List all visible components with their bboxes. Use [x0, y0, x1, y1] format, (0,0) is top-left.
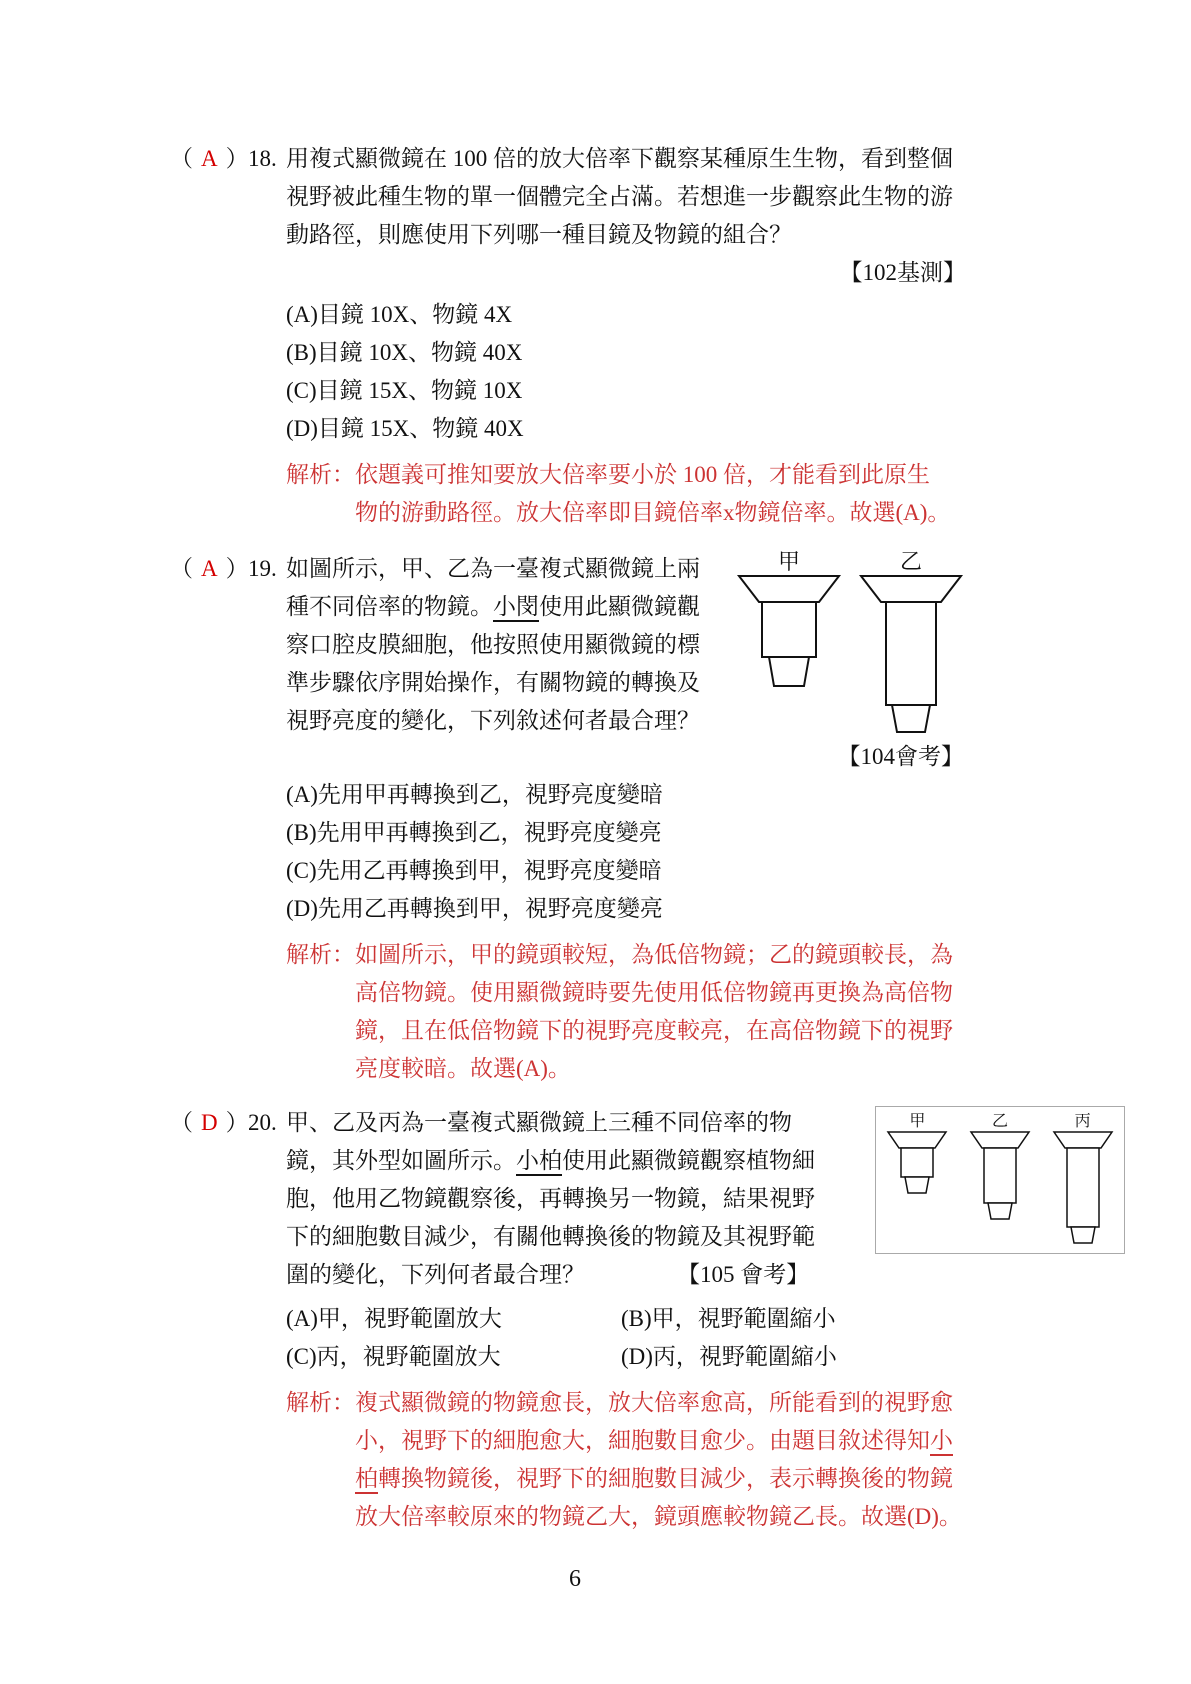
analysis-line: 高倍物鏡。使用顯微鏡時要先使用低倍物鏡再更換為高倍物	[355, 980, 953, 1005]
option-d: (D)先用乙再轉換到甲，視野亮度變亮	[286, 896, 663, 921]
text-segment: 圍的變化，下列何者最合理？	[286, 1262, 585, 1287]
exam-source-tag: 【102基測】	[839, 260, 966, 285]
analysis-label: 解析：	[286, 1390, 355, 1415]
option-c: (C)丙，視野範圍放大	[286, 1344, 501, 1369]
lens-label-bing: 丙	[1074, 1113, 1091, 1130]
analysis-text: 小，視野下的細胞愈大，細胞數目愈少。由題目敘述得知	[355, 1428, 930, 1453]
question-19	[170, 550, 980, 1088]
paren-open: （	[170, 146, 193, 171]
question-18	[170, 140, 980, 532]
lens-unit-bing	[1052, 1113, 1114, 1245]
student-name-underlined: 小	[930, 1428, 953, 1456]
option-b: (B)先用甲再轉換到乙，視野亮度變亮	[286, 820, 662, 845]
page-number: 6	[569, 1566, 581, 1592]
analysis-line	[286, 1460, 966, 1498]
question-text-line: 甲、乙及丙為一臺複式顯微鏡上三種不同倍率的物	[286, 1110, 792, 1135]
analysis-line	[286, 1384, 966, 1422]
answer-mark	[170, 1104, 248, 1142]
objective-lens-figure-box	[875, 1106, 1125, 1254]
analysis-text: 如圖所示，甲的鏡頭較短，為低倍物鏡；乙的鏡頭較長，為	[355, 942, 953, 967]
paren-close: ）	[225, 146, 249, 171]
analysis-text: 轉換物鏡後，視野下的細胞數目減少，表示轉換後的物鏡	[378, 1466, 953, 1491]
option-b: (B)目鏡 10X、物鏡 40X	[286, 340, 523, 365]
analysis-line: 亮度較暗。故選(A)。	[355, 1056, 571, 1081]
question-text-line: 下的細胞數目減少，有關他轉換後的物鏡及其視野範	[286, 1224, 815, 1249]
question-body	[286, 550, 966, 1088]
question-text-line: 如圖所示，甲、乙為一臺複式顯微鏡上兩	[286, 556, 700, 581]
lens-unit-jia	[886, 1113, 948, 1195]
exam-source-tag: 【104會考】	[837, 744, 964, 769]
page-content	[170, 140, 1091, 1594]
question-text-line: 動路徑，則應使用下列哪一種目鏡及物鏡的組合？	[286, 222, 792, 247]
lens-label-jia: 甲	[909, 1113, 926, 1130]
lens-unit-jia	[736, 550, 842, 736]
text-segment: 使用此顯微鏡觀	[539, 594, 700, 619]
answer-mark	[170, 550, 248, 588]
analysis-block	[286, 1384, 966, 1536]
text-and-figure	[286, 550, 966, 772]
text-segment: 種不同倍率的物鏡。	[286, 594, 493, 619]
question-text-line	[286, 588, 718, 626]
question-number: 20.	[248, 1110, 277, 1135]
exam-source-tag: 【105 會考】	[677, 1262, 810, 1287]
lens-unit-yi	[858, 550, 964, 736]
lens-yi-icon	[969, 1131, 1031, 1221]
answer-letter: D	[201, 1110, 218, 1135]
question-text-line	[286, 1256, 841, 1294]
options-list	[286, 296, 966, 448]
analysis-line	[286, 1422, 966, 1460]
option-b: (B)甲，視野範圍縮小	[621, 1306, 836, 1331]
analysis-label: 解析：	[286, 462, 355, 487]
lens-label-yi: 乙	[899, 549, 922, 574]
paren-close: ）	[225, 556, 249, 581]
lens-row	[734, 550, 966, 736]
question-text-line: 準步驟依序開始操作，有關物鏡的轉換及	[286, 670, 700, 695]
analysis-line: 物的游動路徑。放大倍率即目鏡倍率x物鏡倍率。故選(A)。	[355, 500, 951, 525]
paren-open: （	[170, 1110, 193, 1135]
student-name-underlined: 小柏	[516, 1148, 562, 1176]
lens-label-yi: 乙	[991, 1113, 1008, 1130]
question-text	[286, 1104, 841, 1294]
question-text-line: 視野亮度的變化，下列敘述何者最合理？	[286, 708, 700, 733]
analysis-line	[286, 936, 966, 974]
question-text-line: 視野被此種生物的單一個體完全占滿。若想進一步觀察此生物的游	[286, 184, 953, 209]
lens-bing-icon	[1052, 1131, 1114, 1245]
answer-mark	[170, 140, 248, 178]
analysis-block	[286, 456, 966, 532]
option-a: (A)先用甲再轉換到乙，視野亮度變暗	[286, 782, 663, 807]
question-number: 18.	[248, 146, 277, 171]
question-text-line	[286, 1142, 841, 1180]
question-text-line: 用複式顯微鏡在 100 倍的放大倍率下觀察某種原生生物，看到整個	[286, 146, 953, 171]
question-20	[170, 1104, 1091, 1536]
student-name-underlined: 小閔	[493, 594, 539, 622]
lens-jia-icon	[736, 574, 842, 691]
lens-jia-icon	[886, 1131, 948, 1195]
answer-letter: A	[201, 556, 218, 581]
lens-label-jia: 甲	[777, 549, 800, 574]
option-a: (A)目鏡 10X、物鏡 4X	[286, 302, 513, 327]
option-d: (D)目鏡 15X、物鏡 40X	[286, 416, 524, 441]
question-body	[286, 140, 966, 532]
question-text-line: 胞，他用乙物鏡觀察後，再轉換另一物鏡，結果視野	[286, 1186, 815, 1211]
option-c: (C)先用乙再轉換到甲，視野亮度變暗	[286, 858, 662, 883]
analysis-line: 鏡，且在低倍物鏡下的視野亮度較亮，在高倍物鏡下的視野	[355, 1018, 953, 1043]
answer-letter: A	[201, 146, 218, 171]
text-segment: 鏡，其外型如圖所示。	[286, 1148, 516, 1173]
question-body	[286, 1104, 1091, 1536]
objective-lens-figure	[734, 550, 966, 772]
question-text-line: 察口腔皮膜細胞，他按照使用顯微鏡的標	[286, 632, 700, 657]
analysis-block	[286, 936, 966, 1088]
analysis-line: 放大倍率較原來的物鏡乙大，鏡頭應較物鏡乙長。故選(D)。	[355, 1504, 962, 1529]
paren-close: ）	[225, 1110, 249, 1135]
question-number: 19.	[248, 556, 277, 581]
analysis-line	[286, 456, 966, 494]
options-list	[286, 1300, 966, 1376]
option-d: (D)丙，視野範圍縮小	[621, 1344, 837, 1369]
option-a: (A)甲，視野範圍放大	[286, 1306, 502, 1331]
analysis-text: 複式顯微鏡的物鏡愈長，放大倍率愈高，所能看到的視野愈	[355, 1390, 953, 1415]
paren-open: （	[170, 556, 193, 581]
analysis-text: 依題義可推知要放大倍率要小於 100 倍，才能看到此原生	[355, 462, 930, 487]
text-segment: 使用此顯微鏡觀察植物細	[562, 1148, 815, 1173]
student-name-underlined: 柏	[355, 1466, 378, 1494]
lens-yi-icon	[858, 574, 964, 736]
options-list	[286, 776, 966, 928]
text-and-figure	[286, 1104, 1091, 1294]
lens-unit-yi	[969, 1113, 1031, 1221]
option-c: (C)目鏡 15X、物鏡 10X	[286, 378, 523, 403]
question-text	[286, 550, 718, 740]
analysis-label: 解析：	[286, 942, 355, 967]
